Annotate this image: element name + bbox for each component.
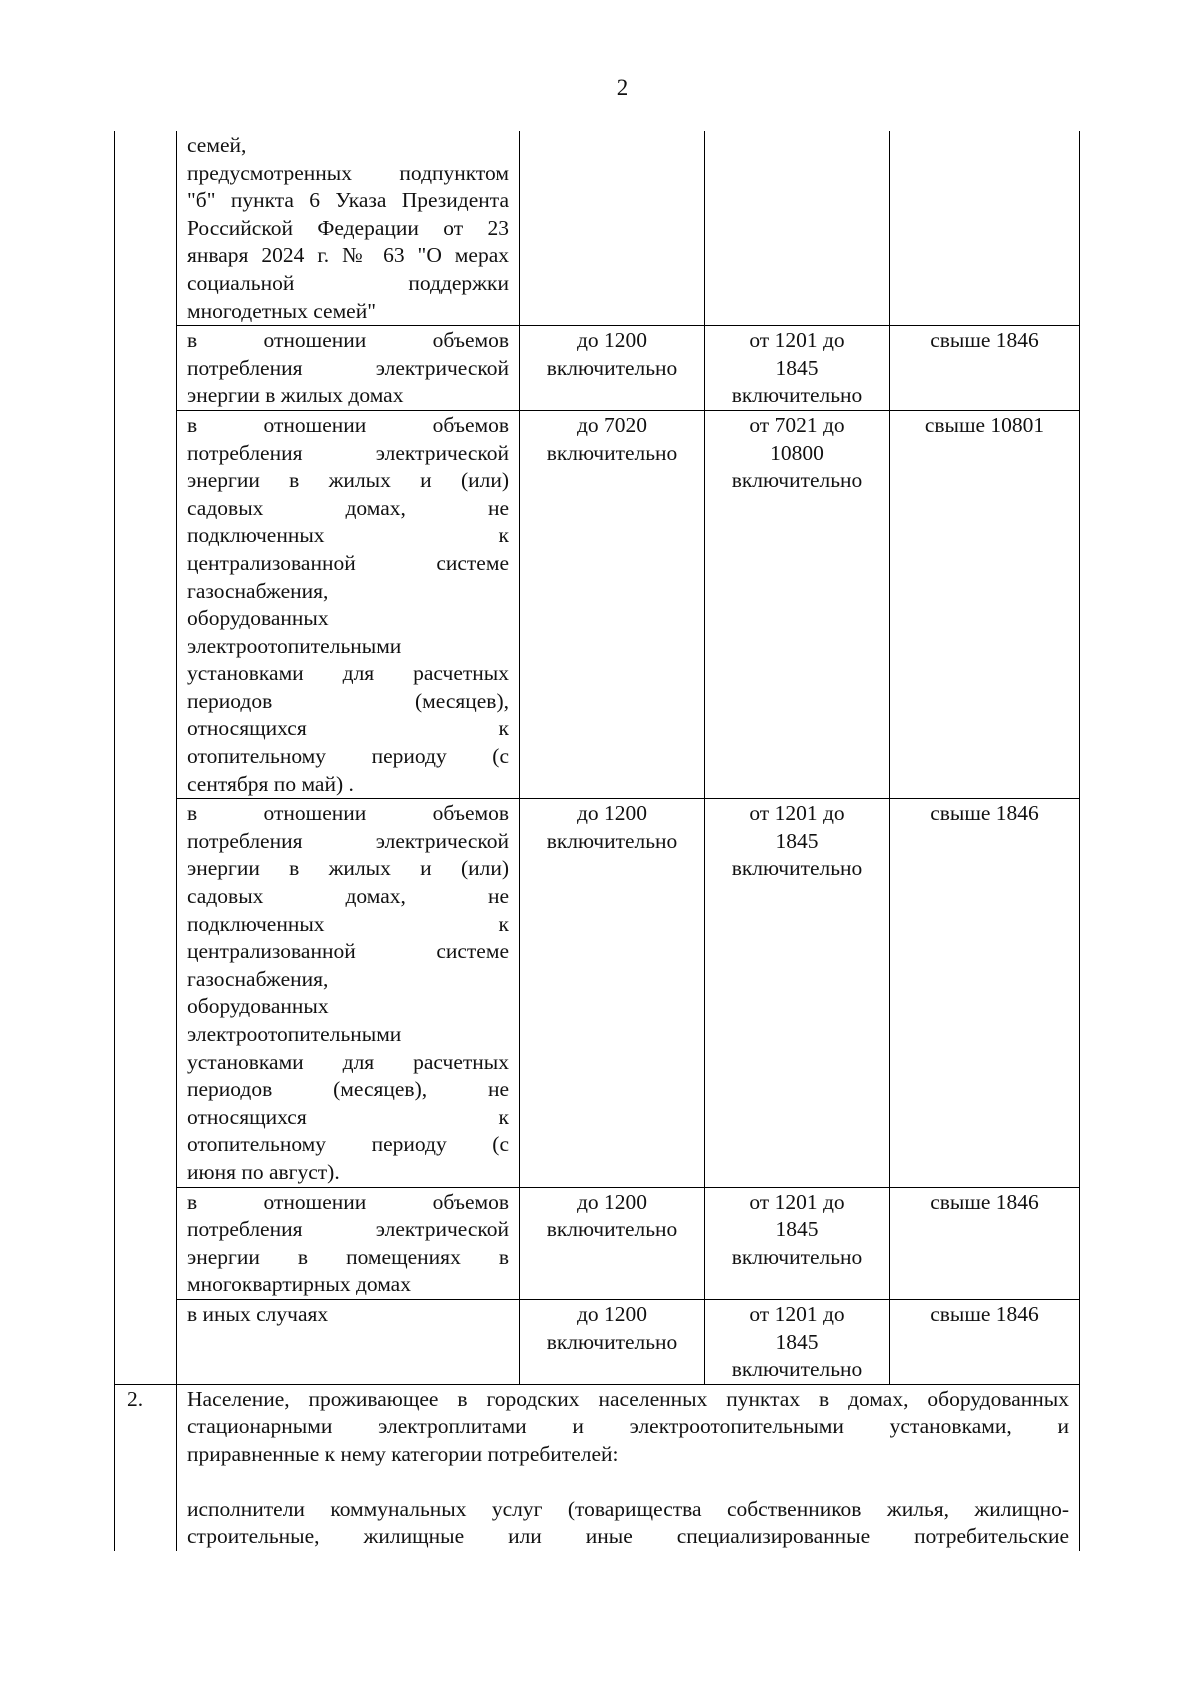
cell-text-line: периодов (месяцев), bbox=[187, 688, 509, 713]
range-low-cell bbox=[520, 799, 705, 1187]
range-high-cell bbox=[890, 1299, 1080, 1384]
range-low-cell bbox=[520, 326, 705, 411]
cell-text-line: от 7021 до bbox=[749, 412, 845, 437]
range-low-cell bbox=[520, 1299, 705, 1384]
table-row bbox=[115, 131, 1080, 326]
cell-text-line: свыше 1846 bbox=[930, 328, 1039, 353]
paragraph-line: приравненные к нему категории потребителей: bbox=[187, 1441, 619, 1466]
row-number-cell bbox=[115, 410, 177, 798]
category-cell bbox=[177, 799, 520, 1187]
row-number-cell bbox=[115, 326, 177, 411]
range-mid-cell bbox=[705, 326, 890, 411]
cell-text-line: энергии в жилых и (или) bbox=[187, 856, 509, 881]
row-number-cell bbox=[115, 1384, 177, 1550]
cell-text-line: электроотопительными bbox=[187, 633, 402, 658]
cell-text-line: газоснабжения, bbox=[187, 578, 329, 603]
cell-text-line: газоснабжения, bbox=[187, 966, 329, 991]
range-mid-cell bbox=[705, 410, 890, 798]
cell-text-line: семей, bbox=[187, 133, 247, 157]
cell-text-line: включительно bbox=[546, 828, 678, 853]
cell-text-line: включительно bbox=[546, 440, 678, 465]
cell-text-line: подключенных к bbox=[187, 911, 509, 936]
cell-text-line: периодов (месяцев), не bbox=[187, 1077, 509, 1102]
page-number: 2 bbox=[616, 75, 629, 100]
cell-text-line: оборудованных bbox=[187, 606, 329, 631]
cell-text-line: электроотопительными bbox=[187, 1022, 402, 1046]
cell-text-line: свыше 1846 bbox=[930, 1189, 1039, 1214]
cell-text-line: свыше 1846 bbox=[930, 1301, 1039, 1326]
cell-text-line: включительно bbox=[731, 468, 863, 493]
cell-text-line: включительно bbox=[546, 1329, 678, 1354]
paragraph-line: Население, проживающее в городских населенных пунктах в домах, оборудованных bbox=[187, 1386, 1069, 1411]
table-row bbox=[115, 326, 1080, 411]
range-low-cell bbox=[520, 410, 705, 798]
table-row bbox=[115, 1187, 1080, 1299]
cell-text-line: января 2024 г. № 63 "О мерах bbox=[187, 243, 509, 268]
cell-text-line: в отношении объемов bbox=[187, 1189, 509, 1214]
range-mid-cell bbox=[705, 1187, 890, 1299]
cell-text-line: включительно bbox=[546, 355, 678, 380]
cell-text-line: энергии в жилых домах bbox=[187, 383, 404, 408]
cell-text-line: от 1201 до bbox=[749, 801, 845, 826]
cell-text-line: включительно bbox=[731, 1357, 863, 1382]
row-number-cell bbox=[115, 1299, 177, 1384]
empty-cell bbox=[705, 131, 890, 326]
cell-text-line: отопительному периоду (с bbox=[187, 744, 509, 769]
cell-text-line: социальной поддержки bbox=[187, 270, 509, 295]
cell-text-line: 1845 bbox=[775, 828, 819, 853]
range-high-cell bbox=[890, 326, 1080, 411]
cell-text-line: потребления электрической bbox=[187, 440, 509, 465]
cell-text-line: включительно bbox=[731, 383, 863, 408]
cell-text-line: свыше 10801 bbox=[924, 412, 1045, 437]
cell-text-line: от 1201 до bbox=[749, 328, 845, 353]
range-high-cell bbox=[890, 799, 1080, 1187]
empty-cell bbox=[520, 131, 705, 326]
cell-text-line: энергии в помещениях в bbox=[187, 1244, 509, 1269]
cell-text-line: 1845 bbox=[775, 1217, 819, 1242]
cell-text-line: предусмотренных подпунктом bbox=[187, 160, 509, 185]
category-cell bbox=[177, 1187, 520, 1299]
cell-text-line: установками для расчетных bbox=[187, 661, 509, 686]
cell-text-line: свыше 1846 bbox=[930, 801, 1039, 826]
cell-text-line: садовых домах, не bbox=[187, 495, 509, 520]
cell-text-line: потребления электрической bbox=[187, 828, 509, 853]
cell-text-line: 1845 bbox=[775, 1329, 819, 1354]
empty-cell bbox=[890, 131, 1080, 326]
cell-text-line: включительно bbox=[546, 1217, 678, 1242]
cell-text-line: в отношении объемов bbox=[187, 412, 509, 437]
cell-text-line: отопительному периоду (с bbox=[187, 1132, 509, 1157]
range-mid-cell bbox=[705, 799, 890, 1187]
cell-text-line: централизованной системе bbox=[187, 939, 509, 964]
range-low-cell bbox=[520, 1187, 705, 1299]
cell-text-line: подключенных к bbox=[187, 523, 509, 548]
cell-text-line: включительно bbox=[731, 1244, 863, 1269]
range-high-cell bbox=[890, 1187, 1080, 1299]
paragraph-line: строительные, жилищные или иные специализированные потребительские bbox=[187, 1524, 1069, 1549]
category-cell bbox=[177, 410, 520, 798]
cell-text-line: централизованной системе bbox=[187, 550, 509, 575]
table-row-section-2 bbox=[115, 1384, 1080, 1550]
cell-text-line: от 1201 до bbox=[749, 1301, 845, 1326]
range-mid-cell bbox=[705, 1299, 890, 1384]
row-number-cell bbox=[115, 1187, 177, 1299]
cell-text-line: 10800 bbox=[770, 440, 824, 465]
cell-text-line: потребления электрической bbox=[187, 355, 509, 380]
cell-text-line: садовых домах, не bbox=[187, 884, 509, 909]
paragraph-line: исполнители коммунальных услуг (товарищества собственников жилья, жилищно- bbox=[187, 1496, 1069, 1521]
row-number-cell bbox=[115, 131, 177, 326]
cell-text-line: "б" пункта 6 Указа Президента bbox=[187, 188, 509, 213]
cell-text-line: оборудованных bbox=[187, 994, 329, 1019]
cell-text-line: многодетных семей" bbox=[187, 298, 377, 323]
paragraph-line: стационарными электроплитами и электроотопительными установками, и bbox=[187, 1414, 1069, 1439]
table-row bbox=[115, 1299, 1080, 1384]
cell-text-line: установками для расчетных bbox=[187, 1049, 509, 1074]
range-high-cell bbox=[890, 410, 1080, 798]
cell-text-line: до 7020 bbox=[576, 412, 648, 437]
cell-text-line: до 1200 bbox=[576, 1189, 648, 1214]
cell-text-line: до 1200 bbox=[576, 328, 648, 353]
cell-text-line: в иных случаях bbox=[187, 1301, 329, 1326]
tariff-table bbox=[114, 131, 1080, 1551]
cell-text-line: до 1200 bbox=[576, 801, 648, 826]
row-number-cell bbox=[115, 799, 177, 1187]
cell-text-line: относящихся к bbox=[187, 1104, 509, 1129]
cell-text-line: энергии в жилых и (или) bbox=[187, 468, 509, 493]
section-2-text-cell bbox=[177, 1384, 1080, 1550]
cell-text-line: июня по август). bbox=[187, 1159, 340, 1184]
cell-text-line: Российской Федерации от 23 bbox=[187, 215, 509, 240]
cell-text-line: до 1200 bbox=[576, 1301, 648, 1326]
category-cell bbox=[177, 326, 520, 411]
cell-text-line: включительно bbox=[731, 856, 863, 881]
cell-text-line: потребления электрической bbox=[187, 1217, 509, 1242]
row-number: 2. bbox=[127, 1386, 144, 1411]
tariff-table-body bbox=[115, 131, 1080, 1551]
cell-text-line: относящихся к bbox=[187, 716, 509, 741]
cell-text-line: в отношении объемов bbox=[187, 328, 509, 353]
cell-text-line: от 1201 до bbox=[749, 1189, 845, 1214]
cell-text-line: в отношении объемов bbox=[187, 801, 509, 826]
cell-text-line: 1845 bbox=[775, 355, 819, 380]
paragraph-gap bbox=[187, 1469, 1069, 1496]
cell-text-line: сентября по май) . bbox=[187, 771, 354, 796]
category-cell bbox=[177, 131, 520, 326]
table-row bbox=[115, 410, 1080, 798]
table-row bbox=[115, 799, 1080, 1187]
cell-text-line: многоквартирных домах bbox=[187, 1272, 411, 1297]
category-cell bbox=[177, 1299, 520, 1384]
